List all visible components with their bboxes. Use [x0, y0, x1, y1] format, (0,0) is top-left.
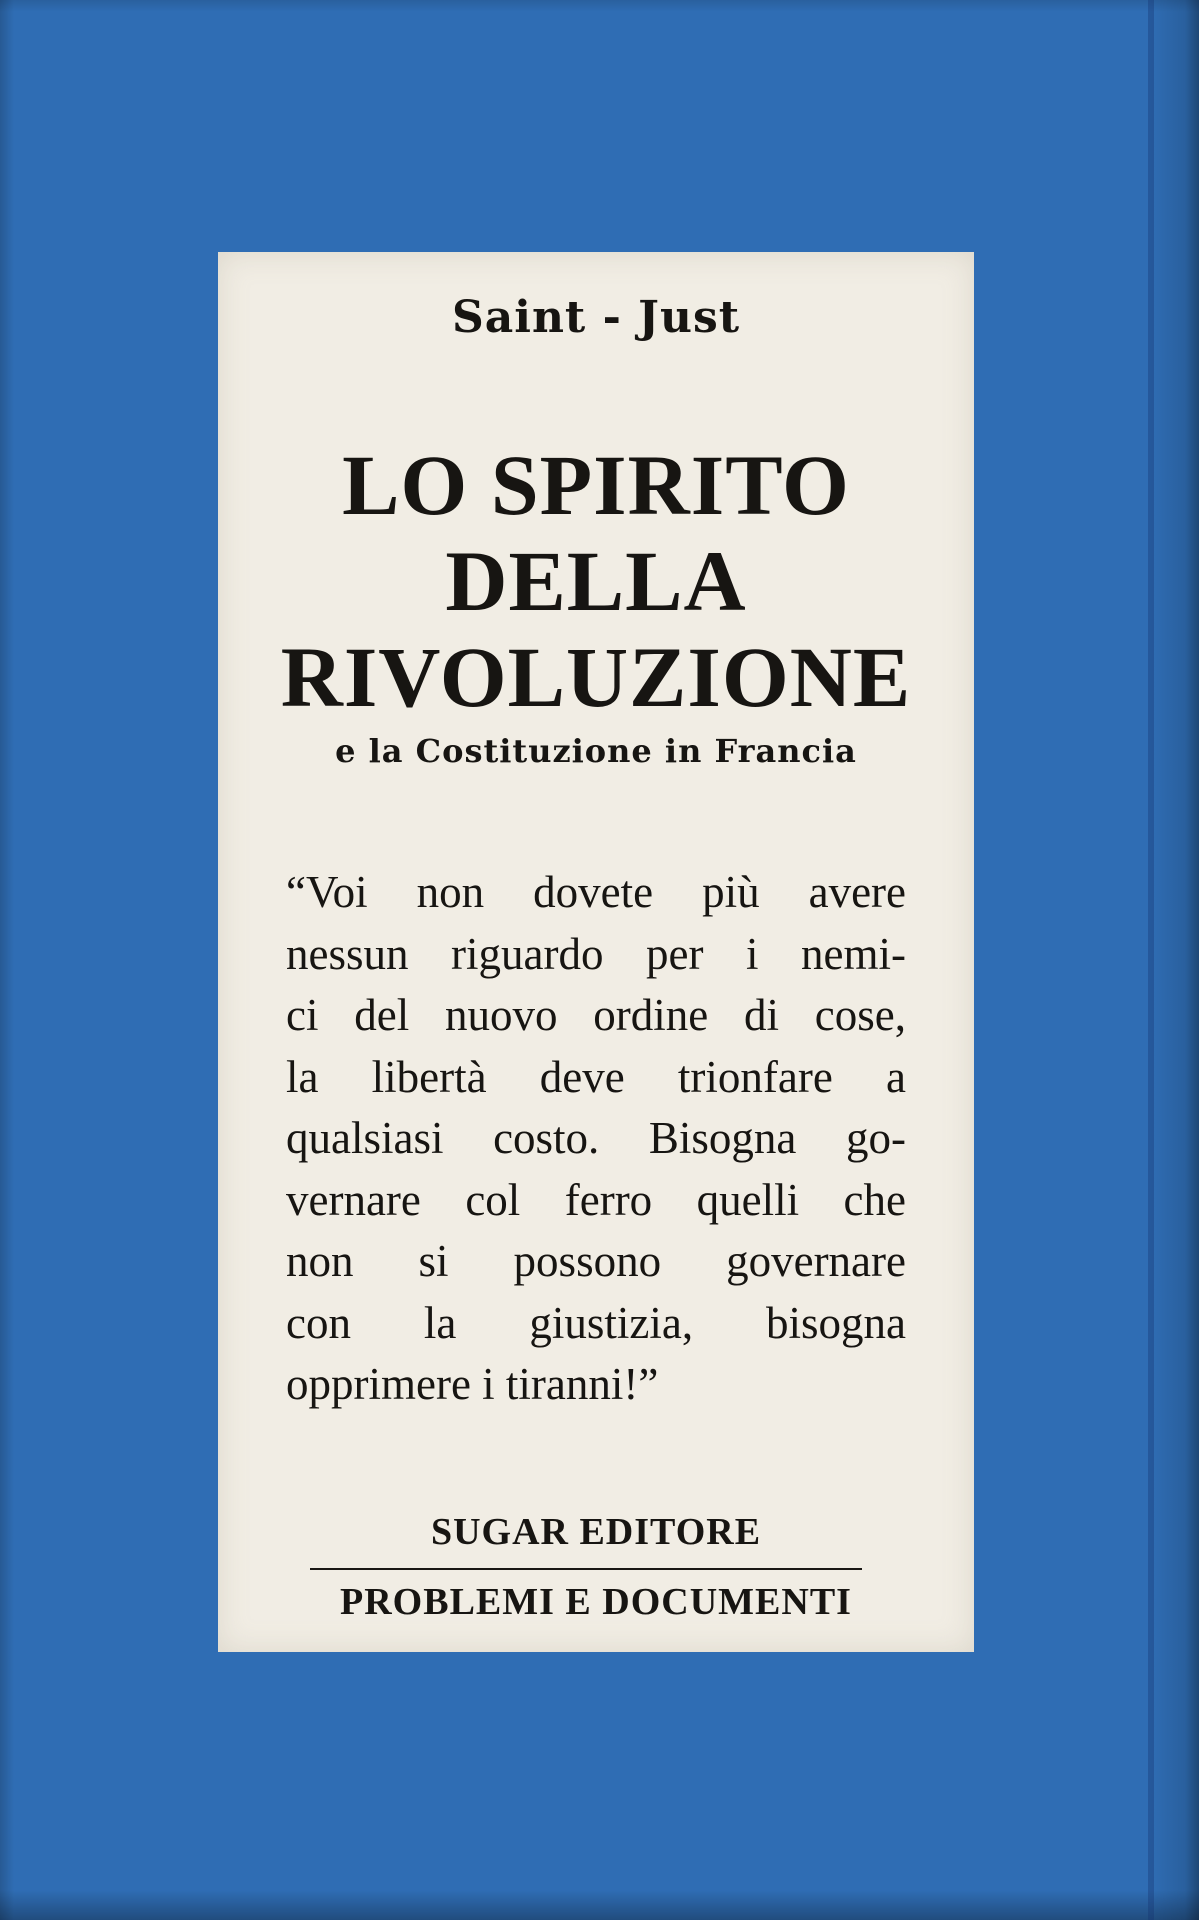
quote-line: ci del nuovo ordine di cose, [286, 990, 906, 1040]
quote-block [286, 862, 906, 1416]
quote-line: con la giustizia, bisogna [286, 1297, 906, 1348]
publisher-name: SUGAR EDITORE [430, 1511, 762, 1553]
quote-line: nessun riguardo per i nemi- [286, 928, 906, 979]
book-subtitle: e la Costituzione in Francia [335, 732, 857, 770]
spine-fold [1148, 0, 1154, 1920]
book-title [218, 437, 974, 725]
author-name: Saint - Just [451, 292, 741, 343]
quote-line: opprimere i tiranni!” [286, 1359, 659, 1409]
quote-line: vernare col ferro quelli che [286, 1174, 906, 1225]
cover-label [218, 252, 974, 1652]
divider-rule [310, 1568, 862, 1570]
title-line: DELLA [445, 533, 747, 629]
quote-line: qualsiasi costo. Bisogna go- [286, 1113, 906, 1163]
series-name: PROBLEMI E DOCUMENTI [340, 1581, 852, 1623]
title-line: RIVOLUZIONE [280, 629, 912, 725]
quote-line: non si possono governare [286, 1236, 906, 1286]
title-line: LO SPIRITO [342, 437, 850, 533]
quote-line: “Voi non dovete più avere [286, 867, 906, 917]
quote-line: la libertà deve trionfare a [286, 1051, 906, 1102]
